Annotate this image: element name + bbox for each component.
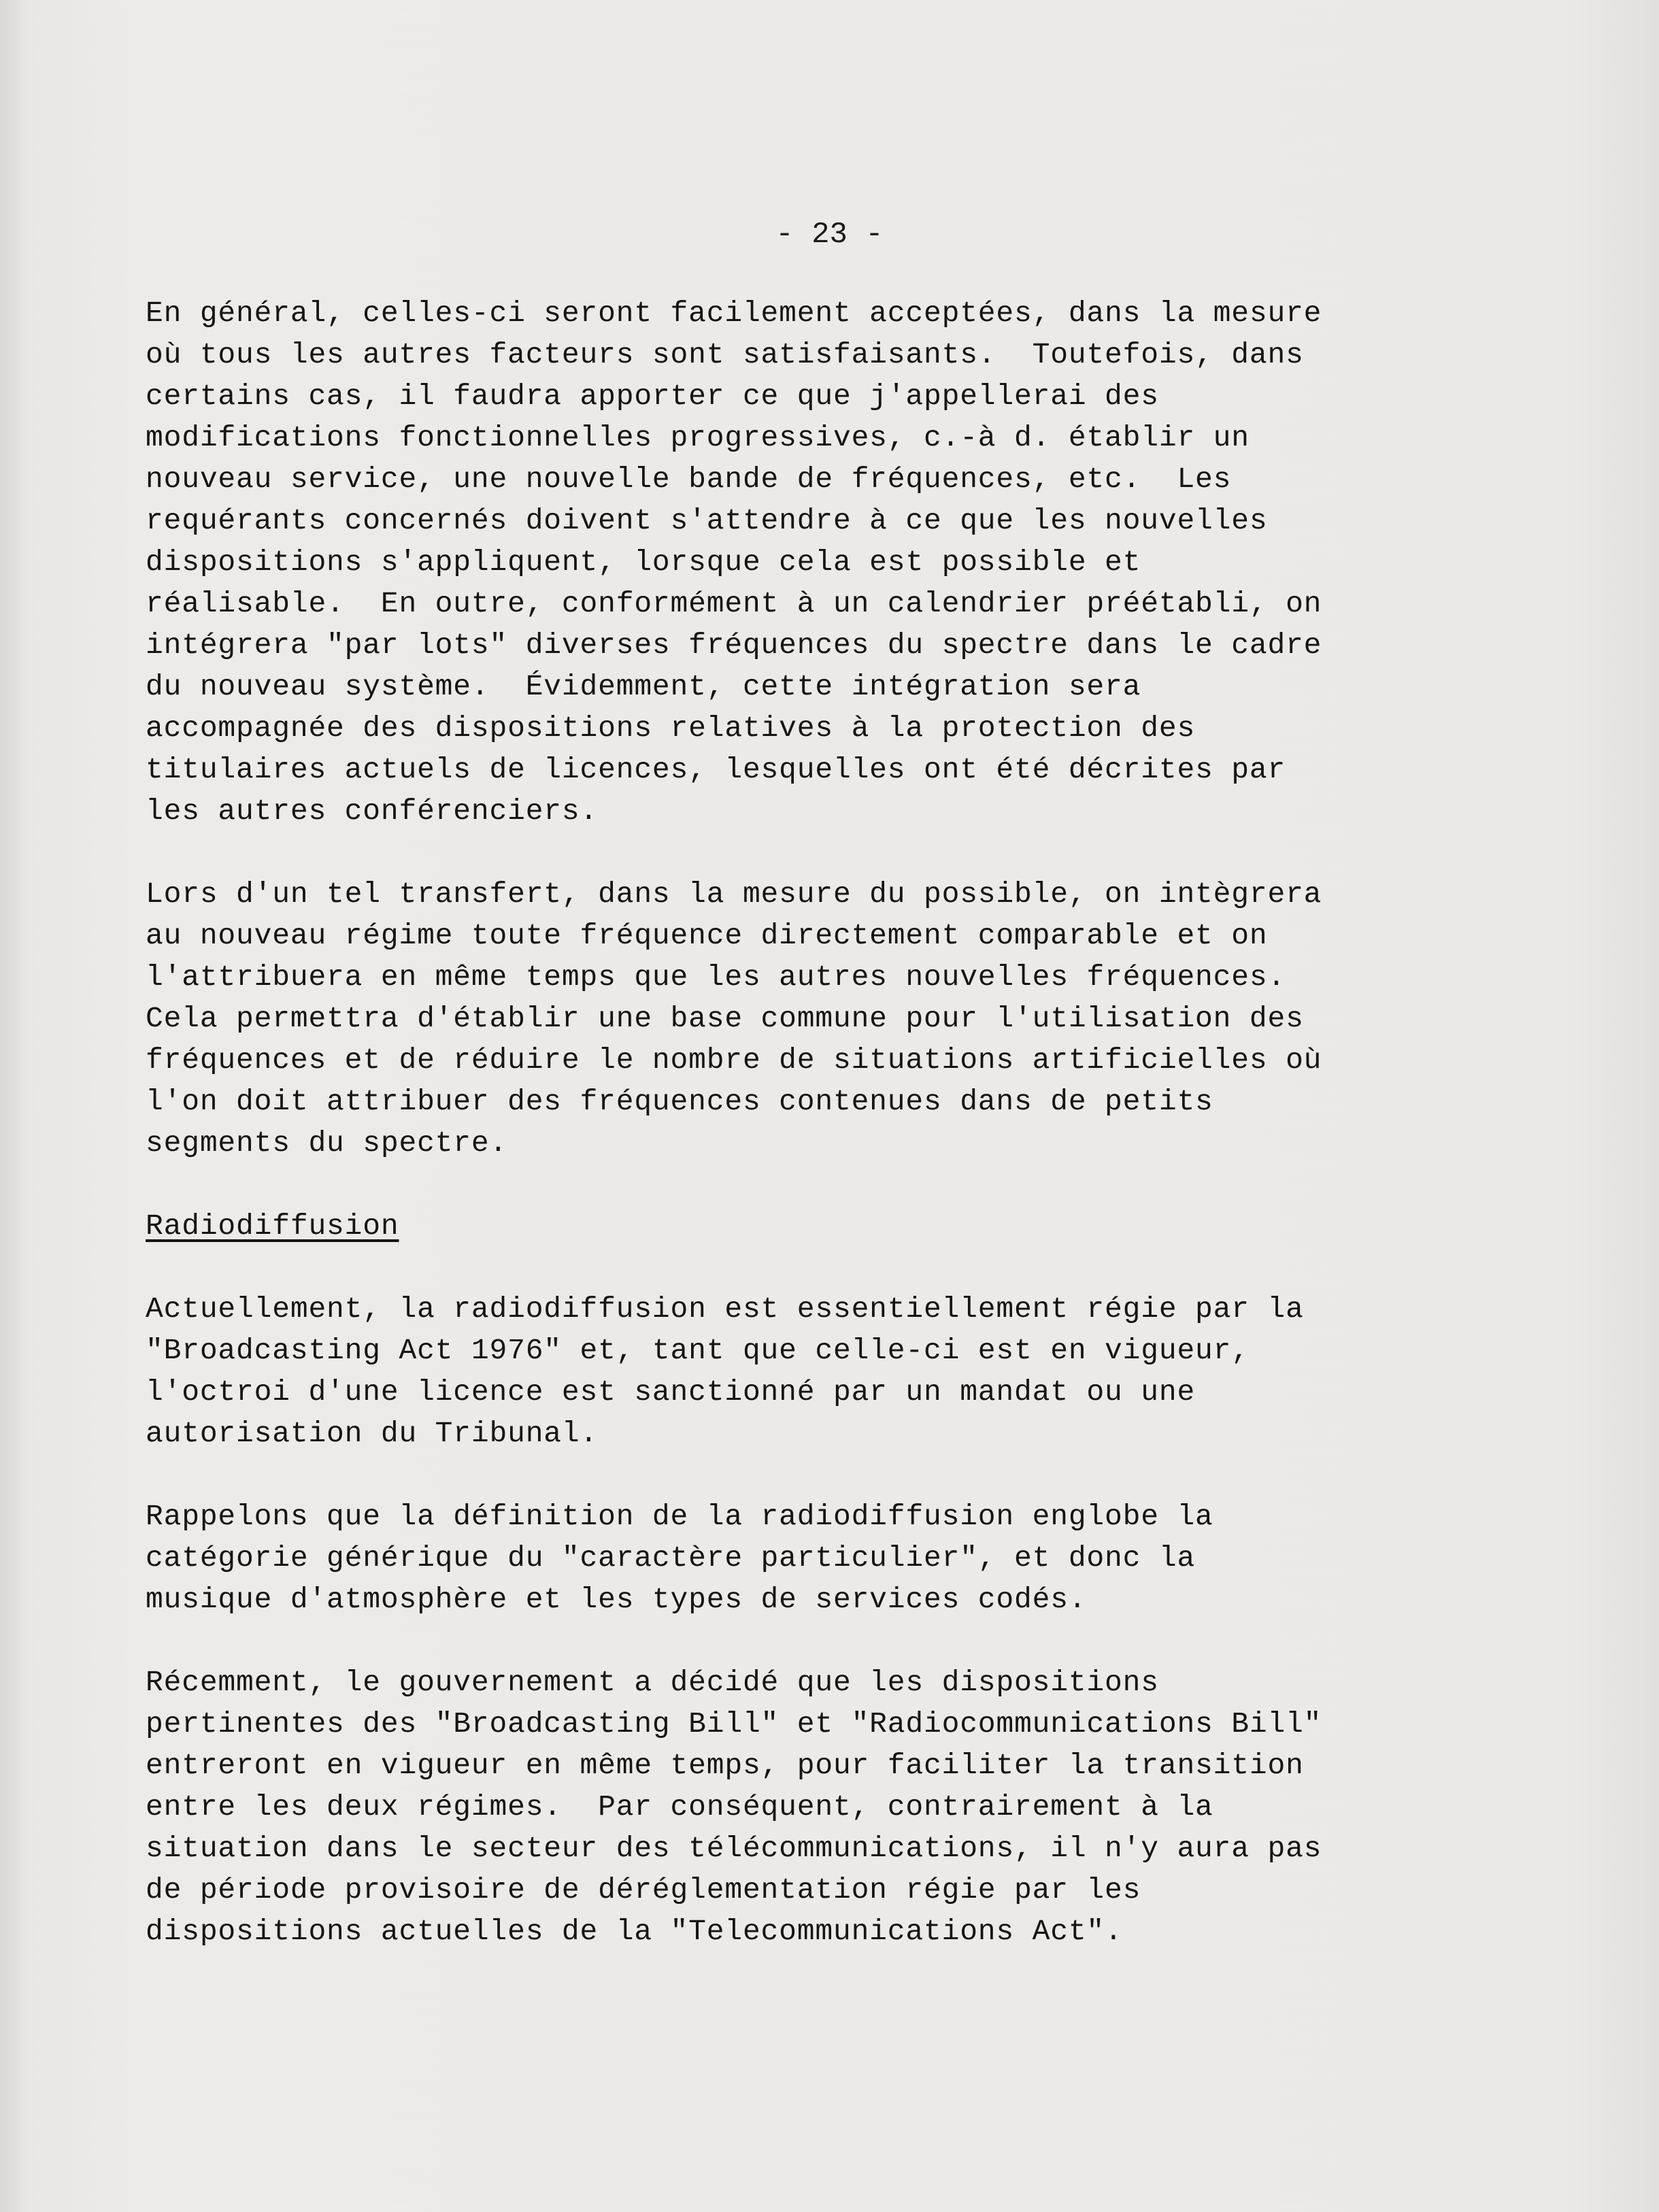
text-line: Récemment, le gouvernement a décidé que les dispositions — [146, 1666, 1159, 1699]
text-line: pertinentes des "Broadcasting Bill" et "Radiocommunications Bill" — [146, 1707, 1322, 1741]
text-line: fréquences et de réduire le nombre de situations artificielles où — [146, 1043, 1322, 1077]
paragraph-1 — [146, 292, 1520, 832]
text-line: l'attribuera en même temps que les autres nouvelles fréquences. — [146, 960, 1286, 994]
text-line: au nouveau régime toute fréquence directement comparable et on — [146, 919, 1268, 952]
text-line: l'octroi d'une licence est sanctionné par un mandat ou une — [146, 1375, 1196, 1409]
text-line: accompagnée des dispositions relatives à la protection des — [146, 711, 1196, 745]
text-line: modifications fonctionnelles progressives, c.-à d. établir un — [146, 421, 1250, 454]
text-line: Cela permettra d'établir une base commune pour l'utilisation des — [146, 1002, 1304, 1035]
text-line: intégrera "par lots" diverses fréquences du spectre dans le cadre — [146, 629, 1322, 662]
text-line: où tous les autres facteurs sont satisfaisants. Toutefois, dans — [146, 338, 1304, 371]
page-number: - 23 - — [775, 218, 884, 252]
paragraph-4 — [146, 1496, 1520, 1620]
text-line: musique d'atmosphère et les types de services codés. — [146, 1583, 1087, 1616]
text-line: certains cas, il faudra apporter ce que j'appellerai des — [146, 380, 1159, 413]
text-line: autorisation du Tribunal. — [146, 1417, 599, 1450]
text-line: de période provisoire de déréglementation régie par les — [146, 1873, 1141, 1907]
paragraph-5 — [146, 1662, 1520, 1952]
text-line: l'on doit attribuer des fréquences contenues dans de petits — [146, 1085, 1213, 1118]
text-line: Lors d'un tel transfert, dans la mesure du possible, on intègrera — [146, 877, 1322, 911]
text-line: situation dans le secteur des télécommunications, il n'y aura pas — [146, 1832, 1322, 1865]
text-line: "Broadcasting Act 1976" et, tant que celle-ci est en vigueur, — [146, 1334, 1250, 1367]
text-line: du nouveau système. Évidemment, cette intégration sera — [146, 670, 1141, 703]
text-line: segments du spectre. — [146, 1126, 508, 1160]
text-line: les autres conférenciers. — [146, 794, 599, 828]
text-line: Actuellement, la radiodiffusion est essentiellement régie par la — [146, 1292, 1304, 1326]
text-line: entre les deux régimes. Par conséquent, contrairement à la — [146, 1790, 1213, 1824]
text-line: En général, celles-ci seront facilement acceptées, dans la mesure — [146, 297, 1322, 330]
section-heading: Radiodiffusion — [146, 1209, 399, 1243]
text-line: entreront en vigueur en même temps, pour faciliter la transition — [146, 1749, 1304, 1782]
text-line: catégorie générique du "caractère particulier", et donc la — [146, 1541, 1196, 1575]
paragraph-2 — [146, 873, 1520, 1164]
text-line: dispositions s'appliquent, lorsque cela est possible et — [146, 546, 1141, 579]
text-line: dispositions actuelles de la "Telecommunications Act". — [146, 1915, 1123, 1948]
document-body — [146, 292, 1520, 1994]
text-line: Rappelons que la définition de la radiodiffusion englobe la — [146, 1500, 1213, 1533]
text-line: réalisable. En outre, conformément à un calendrier préétabli, on — [146, 587, 1322, 620]
text-line: requérants concernés doivent s'attendre à ce que les nouvelles — [146, 504, 1268, 537]
text-line: titulaires actuels de licences, lesquelles ont été décrites par — [146, 753, 1286, 786]
paragraph-3 — [146, 1288, 1520, 1454]
text-line: nouveau service, une nouvelle bande de fréquences, etc. Les — [146, 463, 1232, 496]
